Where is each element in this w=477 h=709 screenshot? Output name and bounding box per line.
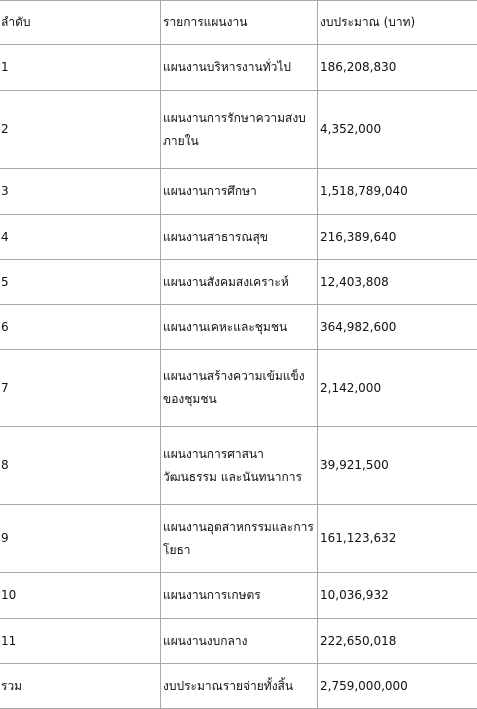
row-budget: 161,123,632	[318, 505, 477, 573]
row-budget: 216,389,640	[318, 215, 477, 260]
row-plan: แผนงานงบกลาง	[161, 619, 318, 664]
row-plan: แผนงานการศึกษา	[161, 169, 318, 215]
table-total-row	[0, 664, 477, 709]
row-order: 5	[0, 260, 161, 305]
row-budget: 4,352,000	[318, 91, 477, 169]
row-budget: 1,518,789,040	[318, 169, 477, 215]
total-budget: 2,759,000,000	[318, 664, 477, 709]
row-order: 10	[0, 573, 161, 619]
table-row	[0, 350, 477, 427]
table-row	[0, 573, 477, 619]
row-plan: แผนงานเคหะและชุมชน	[161, 305, 318, 350]
row-budget: 10,036,932	[318, 573, 477, 619]
table-row	[0, 169, 477, 215]
row-budget: 222,650,018	[318, 619, 477, 664]
row-plan: แผนงานการเกษตร	[161, 573, 318, 619]
table-row	[0, 619, 477, 664]
row-plan: แผนงานบริหารงานทั่วไป	[161, 45, 318, 91]
row-order: 9	[0, 505, 161, 573]
table-row	[0, 215, 477, 260]
row-budget: 12,403,808	[318, 260, 477, 305]
table-header-row	[0, 1, 477, 45]
row-order: 7	[0, 350, 161, 427]
table-row	[0, 305, 477, 350]
row-plan: แผนงานสาธารณสุข	[161, 215, 318, 260]
header-budget: งบประมาณ (บาท)	[318, 1, 477, 45]
table-row	[0, 91, 477, 169]
row-plan: แผนงานการศาสนา วัฒนธรรม และนันทนาการ	[161, 427, 318, 505]
row-plan: แผนงานสร้างความเข้มแข็งของชุมชน	[161, 350, 318, 427]
table-row	[0, 45, 477, 91]
row-order: 3	[0, 169, 161, 215]
table-row	[0, 427, 477, 505]
total-plan: งบประมาณรายจ่ายทั้งสิ้น	[161, 664, 318, 709]
row-order: 11	[0, 619, 161, 664]
header-order: ลำดับ	[0, 1, 161, 45]
row-order: 2	[0, 91, 161, 169]
header-plan: รายการแผนงาน	[161, 1, 318, 45]
row-order: 4	[0, 215, 161, 260]
row-order: 8	[0, 427, 161, 505]
row-budget: 364,982,600	[318, 305, 477, 350]
total-label: รวม	[0, 664, 161, 709]
table-row	[0, 505, 477, 573]
row-budget: 2,142,000	[318, 350, 477, 427]
row-order: 6	[0, 305, 161, 350]
row-plan: แผนงานอุตสาหกรรมและการโยธา	[161, 505, 318, 573]
table-row	[0, 260, 477, 305]
row-plan: แผนงานการรักษาความสงบภายใน	[161, 91, 318, 169]
row-plan: แผนงานสังคมสงเคราะห์	[161, 260, 318, 305]
row-budget: 186,208,830	[318, 45, 477, 91]
row-budget: 39,921,500	[318, 427, 477, 505]
row-order: 1	[0, 45, 161, 91]
